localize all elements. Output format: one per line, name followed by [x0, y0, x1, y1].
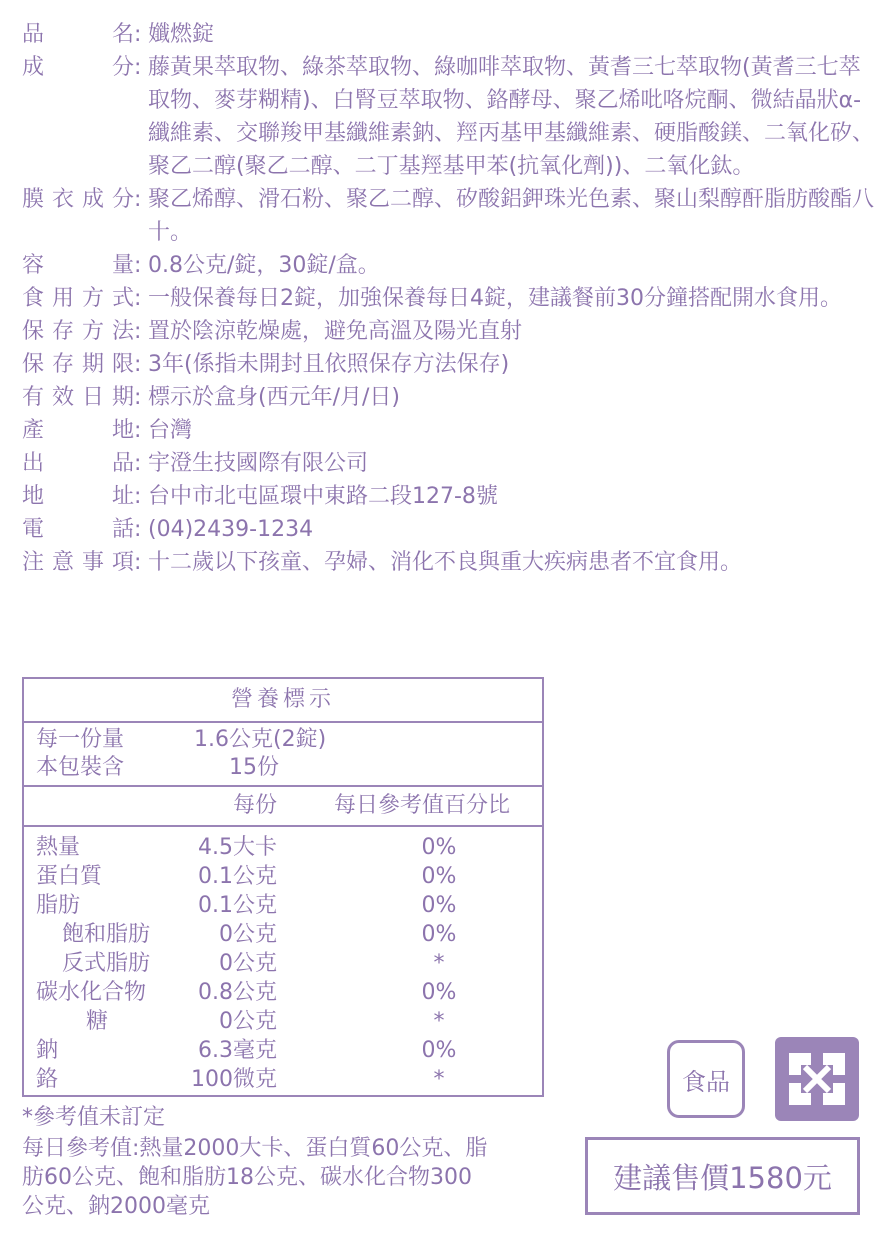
nutrient-name: 鈉 — [36, 1038, 59, 1063]
info-row-shelf-life: 保存期限 : 3年(係指未開封且依照保存方法保存) — [22, 348, 882, 381]
table-row — [24, 862, 542, 891]
info-value: 孅燃錠 — [148, 22, 215, 47]
nutrient-dv: 0% — [421, 922, 457, 947]
info-label: 保存方法 — [22, 319, 134, 344]
nutrient-name: 碳水化合物 — [36, 980, 147, 1005]
serving-value: 1.6公克(2錠) — [194, 727, 327, 752]
nutrition-header — [24, 787, 542, 827]
nutrient-per: 100微克 — [191, 1067, 277, 1092]
nutrient-per: 0.1公克 — [198, 893, 277, 918]
nutrient-name: 反式脂肪 — [62, 951, 151, 976]
nutrient-name: 鉻 — [36, 1067, 59, 1092]
nutrition-table — [22, 677, 544, 1097]
nutrient-per: 0公克 — [219, 951, 277, 976]
info-value: 3年(係指未開封且依照保存方法保存) — [148, 352, 510, 377]
info-value: 一般保養每日2錠，加強保養每日4錠，建議餐前30分鐘搭配開水食用。 — [148, 286, 842, 311]
info-label: 膜衣成分 — [22, 187, 134, 212]
asterisk-note: *參考值未訂定 — [22, 1105, 166, 1130]
info-value: (04)2439-1234 — [148, 517, 314, 542]
nutrient-dv: 0% — [421, 835, 457, 860]
info-value: 台灣 — [148, 418, 193, 443]
nutrient-dv: 0% — [421, 1038, 457, 1063]
info-row-expiry: 有效日期 : 標示於盒身(西元年/月/日) — [22, 381, 882, 414]
info-value: 台中市北屯區環中東路二段127-8號 — [148, 484, 498, 509]
table-row — [24, 949, 542, 978]
nutrient-name: 蛋白質 — [36, 864, 103, 889]
nutrient-dv: 0% — [421, 864, 457, 889]
info-row-ingredients: 成分 : 藤黃果萃取物、綠茶萃取物、綠咖啡萃取物、黃耆三七萃取物(黃耆三七萃取物、麥芽糊精)、白腎豆萃取物、鉻酵母、聚乙烯吡咯烷酮、微結晶狀α-纖維素、交聯羧甲基纖維素鈉、羥丙基甲基纖維素、硬脂酸鎂、二氧化矽、聚乙二醇(聚乙二醇、二丁基羥基甲苯(抗氧化劑))、二氧化鈦。 — [22, 51, 882, 183]
nutrient-per: 6.3毫克 — [198, 1038, 277, 1063]
nutrient-per: 4.5大卡 — [198, 835, 277, 860]
recycle-icon — [775, 1037, 859, 1121]
nutrient-dv: * — [433, 1067, 445, 1092]
nutrient-per: 0公克 — [219, 922, 277, 947]
info-value: 藤黃果萃取物、綠茶萃取物、綠咖啡萃取物、黃耆三七萃取物(黃耆三七萃取物、麥芽糊精)、白腎豆萃取物、鉻酵母、聚乙烯吡咯烷酮、微結晶狀α-纖維素、交聯羧甲基纖維素鈉、羥丙基甲基纖維素、硬脂酸鎂、二氧化矽、聚乙二醇(聚乙二醇、二丁基羥基甲苯(抗氧化劑))、二氧化鈦。 — [148, 55, 875, 179]
info-row-caution: 注意事項 : 十二歲以下孩童、孕婦、消化不良與重大疾病患者不宜食用。 — [22, 546, 882, 579]
info-row-storage: 保存方法 : 置於陰涼乾燥處，避免高溫及陽光直射 — [22, 315, 882, 348]
nutrient-per: 0.8公克 — [198, 980, 277, 1005]
info-label: 有效日期 — [22, 385, 134, 410]
info-label: 注意事項 — [22, 550, 134, 575]
table-row — [24, 1036, 542, 1065]
product-info — [22, 18, 882, 579]
info-label: 出品 — [22, 451, 134, 476]
info-label: 品名 — [22, 22, 134, 47]
info-row-origin: 產地 : 台灣 — [22, 414, 882, 447]
nutrient-dv: * — [433, 1009, 445, 1034]
price-label: 建議售價1580元 — [613, 1160, 832, 1195]
info-label: 容量 — [22, 253, 134, 278]
info-row-phone: 電話 : (04)2439-1234 — [22, 513, 882, 546]
info-row-name: 品名 : 孅燃錠 — [22, 18, 882, 51]
nutrient-name: 脂肪 — [36, 893, 81, 918]
table-row — [24, 978, 542, 1007]
daily-reference-line-1: 每日參考值:熱量2000大卡、蛋白質60公克、脂 — [22, 1136, 488, 1161]
info-value: 置於陰涼乾燥處，避免高溫及陽光直射 — [148, 319, 523, 344]
info-label: 食用方式 — [22, 286, 134, 311]
info-value: 0.8公克/錠，30錠/盒。 — [148, 253, 380, 278]
price-box — [585, 1137, 860, 1215]
daily-reference-line-2: 肪60公克、飽和脂肪18公克、碳水化合物300 — [22, 1165, 472, 1190]
table-row — [24, 920, 542, 949]
nutrient-per: 0.1公克 — [198, 864, 277, 889]
nutrient-name: 飽和脂肪 — [62, 922, 151, 947]
servings-label: 本包裝含 — [36, 755, 125, 780]
table-row — [24, 891, 542, 920]
daily-reference-line-3: 公克、鈉2000毫克 — [22, 1194, 210, 1219]
info-label: 成分 — [22, 55, 134, 80]
nutrient-dv: 0% — [421, 893, 457, 918]
food-mark-label: 食品 — [682, 1067, 730, 1096]
info-label: 產地 — [22, 418, 134, 443]
info-row-usage: 食用方式 : 一般保養每日2錠，加強保養每日4錠，建議餐前30分鐘搭配開水食用。 — [22, 282, 882, 315]
col-daily-value: 每日參考值百分比 — [334, 793, 511, 818]
info-row-producer: 出品 : 宇澄生技國際有限公司 — [22, 447, 882, 480]
info-value: 十二歲以下孩童、孕婦、消化不良與重大疾病患者不宜食用。 — [148, 550, 743, 575]
nutrient-per: 0公克 — [219, 1009, 277, 1034]
nutrition-title: 營養標示 — [24, 679, 542, 723]
info-value: 宇澄生技國際有限公司 — [148, 451, 369, 476]
nutrient-name: 糖 — [86, 1009, 109, 1034]
col-per-serving: 每份 — [232, 793, 277, 818]
info-label: 電話 — [22, 517, 134, 542]
table-row — [24, 1007, 542, 1036]
nutrient-dv: 0% — [421, 980, 457, 1005]
servings-value: 15份 — [229, 755, 279, 780]
info-label: 保存期限 — [22, 352, 134, 377]
info-row-capacity: 容量 : 0.8公克/錠，30錠/盒。 — [22, 249, 882, 282]
info-value: 聚乙烯醇、滑石粉、聚乙二醇、矽酸鋁鉀珠光色素、聚山梨醇酐脂肪酸酯八十。 — [148, 187, 875, 245]
nutrition-serving — [24, 723, 542, 787]
info-row-coating: 膜衣成分 : 聚乙烯醇、滑石粉、聚乙二醇、矽酸鋁鉀珠光色素、聚山梨醇酐脂肪酸酯八十。 — [22, 183, 882, 249]
info-label: 地址 — [22, 484, 134, 509]
serving-label: 每一份量 — [36, 727, 125, 752]
info-value: 標示於盒身(西元年/月/日) — [148, 385, 400, 410]
info-row-address: 地址 : 台中市北屯區環中東路二段127-8號 — [22, 480, 882, 513]
food-mark — [667, 1040, 745, 1118]
table-row — [24, 1065, 542, 1094]
table-row — [24, 833, 542, 862]
nutrient-name: 熱量 — [36, 835, 81, 860]
nutrient-dv: * — [433, 951, 445, 976]
